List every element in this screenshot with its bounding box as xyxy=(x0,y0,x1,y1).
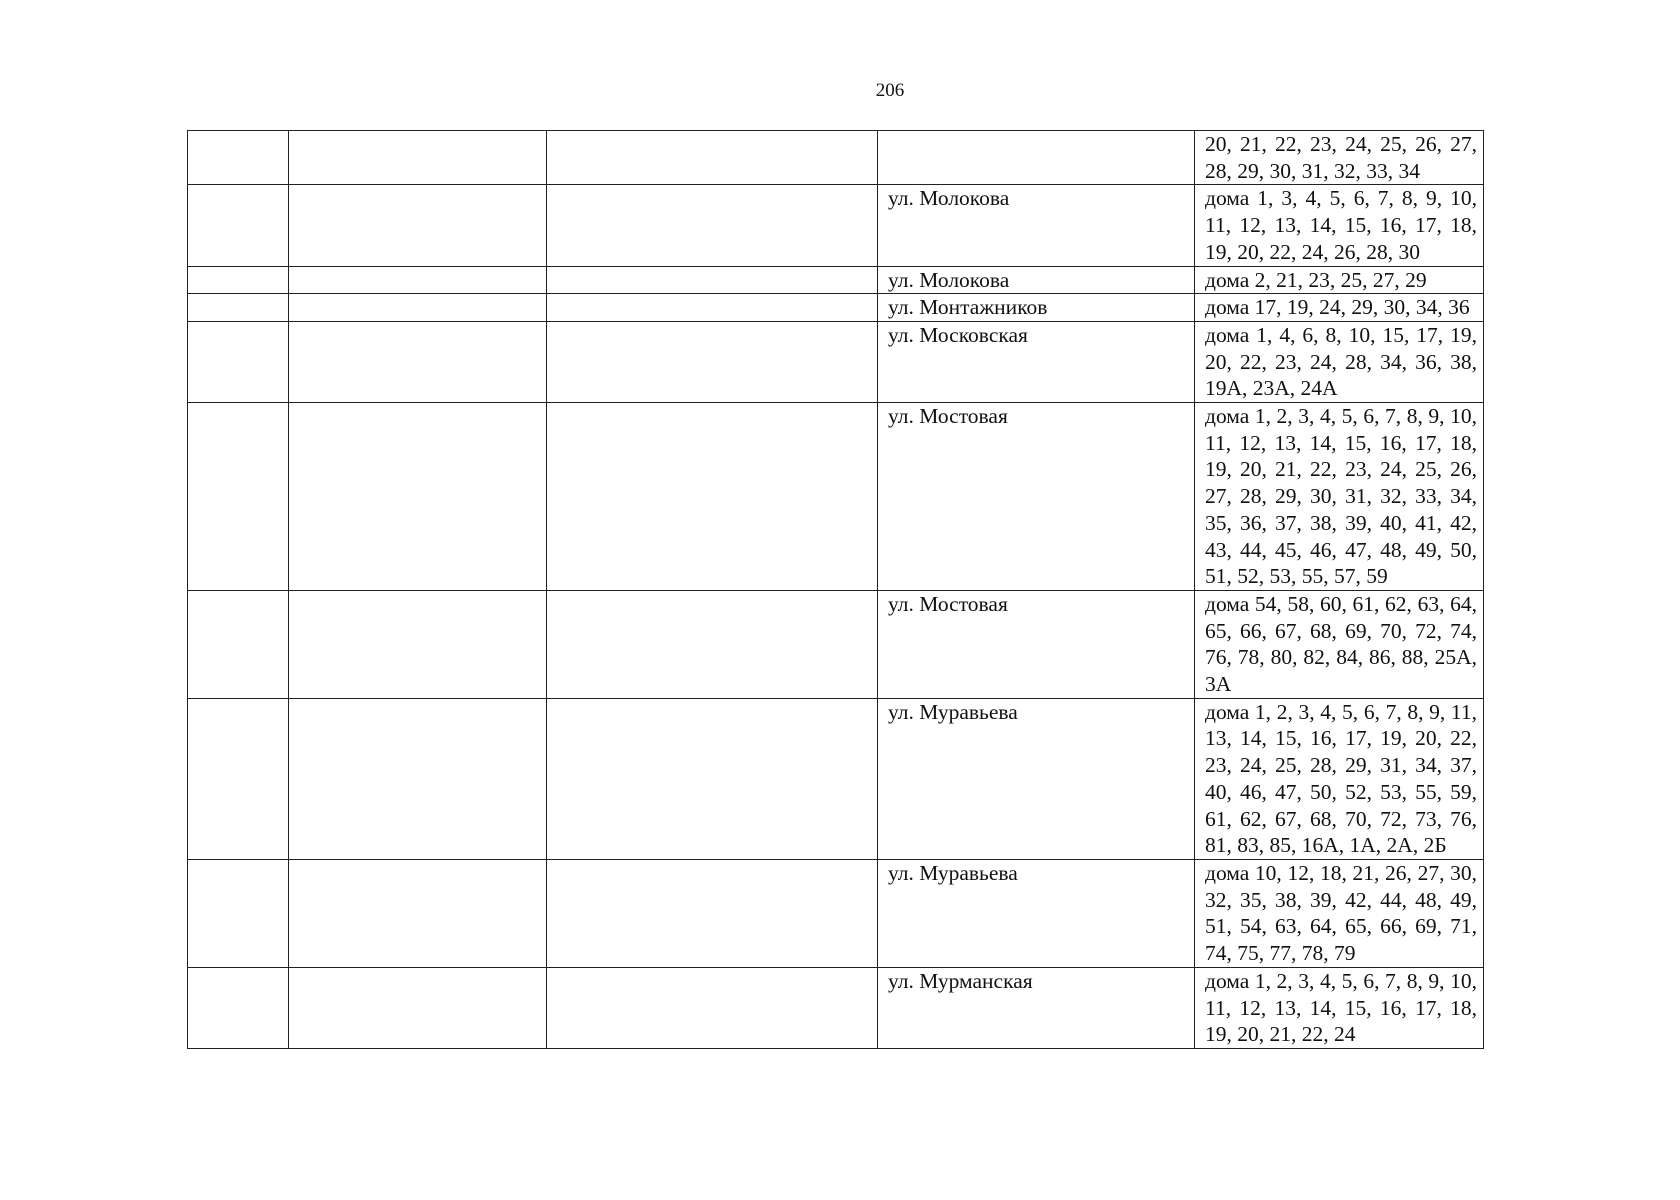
houses-cell: дома 1, 2, 3, 4, 5, 6, 7, 8, 9, 11, 13, 14, 15, 16, 17, 19, 20, 22, 23, 24, 25, 28, 29, 31, 34, 37, 40, 46, 47, 50, 52, 53, 55, 59, 61, 62, 67, 68, 70, 72, 73, 76, 81, 83, 85, 16А, 1А, 2А, 2Б xyxy=(1195,698,1484,859)
cell-col3 xyxy=(547,294,878,322)
cell-col1 xyxy=(188,266,289,294)
street-cell: ул. Мурманская xyxy=(878,967,1195,1048)
cell-col3 xyxy=(547,131,878,185)
cell-col3 xyxy=(547,859,878,967)
cell-col1 xyxy=(188,859,289,967)
table-row xyxy=(188,266,1484,294)
page-number: 206 xyxy=(875,80,905,101)
houses-cell: дома 1, 2, 3, 4, 5, 6, 7, 8, 9, 10, 11, 12, 13, 14, 15, 16, 17, 18, 19, 20, 21, 22, 24 xyxy=(1195,967,1484,1048)
houses-cell: дома 10, 12, 18, 21, 26, 27, 30, 32, 35, 38, 39, 42, 44, 48, 49, 51, 54, 63, 64, 65, 66, 69, 71, 74, 75, 77, 78, 79 xyxy=(1195,859,1484,967)
table-row xyxy=(188,321,1484,402)
houses-cell: дома 1, 2, 3, 4, 5, 6, 7, 8, 9, 10, 11, 12, 13, 14, 15, 16, 17, 18, 19, 20, 21, 22, 23, 24, 25, 26, 27, 28, 29, 30, 31, 32, 33, 34, 35, 36, 37, 38, 39, 40, 41, 42, 43, 44, 45, 46, 47, 48, 49, 50, 51, 52, 53, 55, 57, 59 xyxy=(1195,403,1484,591)
table-row xyxy=(188,403,1484,591)
houses-cell: дома 54, 58, 60, 61, 62, 63, 64, 65, 66, 67, 68, 69, 70, 72, 74, 76, 78, 80, 82, 84, 86, 88, 25А, 3А xyxy=(1195,590,1484,698)
cell-col1 xyxy=(188,967,289,1048)
street-cell: ул. Монтажников xyxy=(878,294,1195,322)
street-cell: ул. Мостовая xyxy=(878,403,1195,591)
table-row xyxy=(188,967,1484,1048)
houses-cell: дома 1, 4, 6, 8, 10, 15, 17, 19, 20, 22, 23, 24, 28, 34, 36, 38, 19А, 23А, 24А xyxy=(1195,321,1484,402)
cell-col2 xyxy=(289,967,547,1048)
cell-col2 xyxy=(289,294,547,322)
street-cell: ул. Муравьева xyxy=(878,698,1195,859)
table-row xyxy=(188,859,1484,967)
cell-col2 xyxy=(289,698,547,859)
street-cell: ул. Муравьева xyxy=(878,859,1195,967)
cell-col2 xyxy=(289,859,547,967)
cell-col1 xyxy=(188,403,289,591)
cell-col3 xyxy=(547,321,878,402)
street-cell: ул. Московская xyxy=(878,321,1195,402)
street-cell: ул. Молокова xyxy=(878,266,1195,294)
cell-col1 xyxy=(188,294,289,322)
cell-col3 xyxy=(547,185,878,266)
cell-col2 xyxy=(289,185,547,266)
street-cell: ул. Мостовая xyxy=(878,590,1195,698)
address-table xyxy=(187,130,1484,1049)
houses-cell: дома 1, 3, 4, 5, 6, 7, 8, 9, 10, 11, 12, 13, 14, 15, 16, 17, 18, 19, 20, 22, 24, 26, 28, 30 xyxy=(1195,185,1484,266)
cell-col3 xyxy=(547,967,878,1048)
street-cell xyxy=(878,131,1195,185)
cell-col3 xyxy=(547,403,878,591)
table-row xyxy=(188,294,1484,322)
cell-col1 xyxy=(188,590,289,698)
houses-cell: дома 17, 19, 24, 29, 30, 34, 36 xyxy=(1195,294,1484,322)
houses-cell: дома 2, 21, 23, 25, 27, 29 xyxy=(1195,266,1484,294)
cell-col2 xyxy=(289,321,547,402)
cell-col3 xyxy=(547,698,878,859)
table-row xyxy=(188,698,1484,859)
cell-col3 xyxy=(547,590,878,698)
cell-col3 xyxy=(547,266,878,294)
table-row xyxy=(188,131,1484,185)
cell-col1 xyxy=(188,185,289,266)
cell-col1 xyxy=(188,321,289,402)
street-cell: ул. Молокова xyxy=(878,185,1195,266)
cell-col2 xyxy=(289,590,547,698)
houses-cell: 20, 21, 22, 23, 24, 25, 26, 27, 28, 29, 30, 31, 32, 33, 34 xyxy=(1195,131,1484,185)
cell-col1 xyxy=(188,698,289,859)
cell-col1 xyxy=(188,131,289,185)
cell-col2 xyxy=(289,403,547,591)
table-row xyxy=(188,590,1484,698)
cell-col2 xyxy=(289,131,547,185)
table-row xyxy=(188,185,1484,266)
cell-col2 xyxy=(289,266,547,294)
